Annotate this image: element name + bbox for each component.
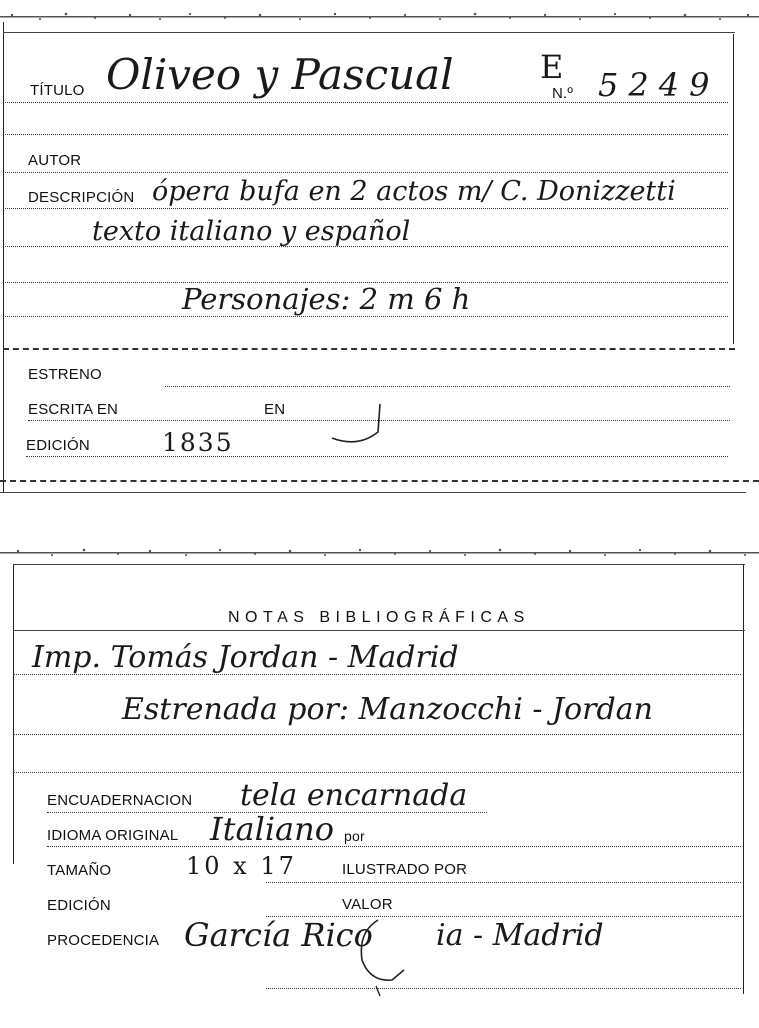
idioma-original-value: Italiano <box>210 810 334 848</box>
numero-value: 5249 <box>598 66 720 104</box>
descripcion-label: DESCRIPCIÓN <box>28 189 135 206</box>
note-line-2: Estrenada por: Manzocchi - Jordan <box>122 692 653 727</box>
tamano-value: 10 x 17 <box>186 852 297 880</box>
numero-label: N.º <box>552 85 574 102</box>
titulo-value: Oliveo y Pascual <box>106 50 454 99</box>
registry-letter: E <box>540 48 564 86</box>
edicion-label-2: EDICIÓN <box>47 897 111 914</box>
descripcion-line1: ópera bufa en 2 actos m/ C. Donizzetti <box>152 176 676 207</box>
idioma-original-label: IDIOMA ORIGINAL <box>47 827 179 844</box>
tamano-label: TAMAÑO <box>47 862 112 879</box>
por-label: por <box>344 828 365 844</box>
ilustrado-por-label: ILUSTRADO POR <box>342 861 468 878</box>
escrita-en-label: ESCRITA EN <box>28 401 119 418</box>
autor-label: AUTOR <box>28 152 82 169</box>
edicion-value: 1835 <box>162 428 234 457</box>
encuadernacion-value: tela encarnada <box>240 778 468 813</box>
catalog-card-front <box>0 0 759 495</box>
note-line-1: Imp. Tomás Jordan - Madrid <box>32 640 459 675</box>
encuadernacion-label: ENCUADERNACION <box>47 792 193 809</box>
estreno-label: ESTRENO <box>28 366 102 383</box>
procedencia-label: PROCEDENCIA <box>47 932 160 949</box>
notas-bibliograficas-header: NOTAS BIBLIOGRÁFICAS <box>228 609 530 626</box>
titulo-label: TÍTULO <box>30 82 85 99</box>
procedencia-value-left: García Rico <box>184 916 373 954</box>
valor-label: VALOR <box>342 896 393 913</box>
procedencia-value-right: ia - Madrid <box>436 918 604 953</box>
descripcion-line3: Personajes: 2 m 6 h <box>182 282 471 316</box>
punch-hole-mark <box>0 540 759 1028</box>
en-label: EN <box>264 401 286 418</box>
descripcion-line2: texto italiano y español <box>92 216 411 247</box>
edicion-label: EDICIÓN <box>26 437 90 454</box>
catalog-card-back <box>0 540 759 1028</box>
punch-hole-mark <box>0 0 759 495</box>
